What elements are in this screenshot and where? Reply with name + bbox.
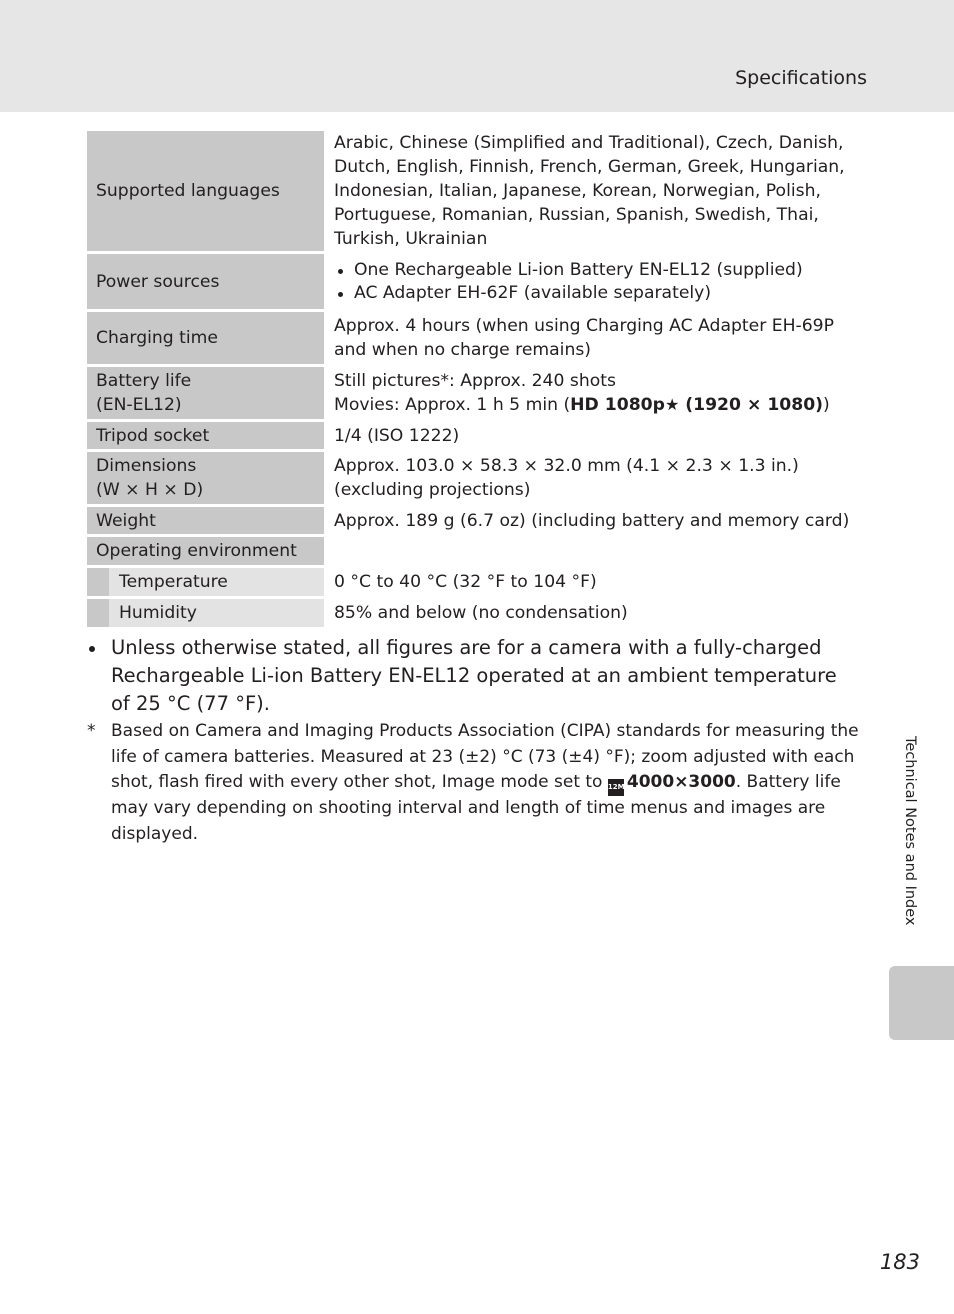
- spec-label: Tripod socket: [87, 422, 324, 449]
- spec-label: Weight: [87, 507, 324, 534]
- label-line: Dimensions: [96, 456, 197, 476]
- page-header: [0, 0, 954, 112]
- footnote-part1: Based on Camera and Imaging Products Association (CIPA) standards for measuring the life of camera batteries. Measured at 23 (±2) °C (73 (±4) °F); zoom adjusted with each shot, flash fired with every other shot, Image mode set to: [111, 721, 859, 792]
- footnote-text: [111, 719, 867, 847]
- spec-label: [87, 367, 324, 419]
- section-tab: [889, 966, 954, 1040]
- footnote-part2: . Battery life may vary depending on shooting interval and length of time menus and images are displayed.: [111, 772, 841, 844]
- spec-value: [324, 254, 868, 309]
- spec-label: Operating environment: [87, 537, 324, 565]
- spec-row-battery: [87, 367, 868, 419]
- label-line: (EN-EL12): [96, 395, 182, 415]
- section-side-label: Technical Notes and Index: [902, 736, 918, 926]
- spec-row-humidity: [87, 599, 868, 627]
- spec-value: Approx. 103.0 × 58.3 × 32.0 mm (4.1 × 2.3 × 1.3 in.) (excluding projections): [334, 456, 799, 500]
- battery-movies: [334, 393, 868, 417]
- spec-row-environment: [87, 537, 868, 565]
- label-line: Battery life: [96, 371, 192, 391]
- bullet-icon: [89, 646, 95, 652]
- spec-sublabel: Temperature: [109, 568, 324, 596]
- spec-value: 85% and below (no condensation): [334, 603, 628, 623]
- movies-resolution: (1920 × 1080): [679, 395, 824, 415]
- battery-still: Still pictures*: Approx. 240 shots: [334, 371, 616, 391]
- label-line: (W × H × D): [96, 480, 204, 500]
- spec-value: Arabic, Chinese (Simplified and Traditional), Czech, Danish, Dutch, English, Finnish, French, German, Greek, Hungarian, Indonesian, Italian, Japanese, Korean, Norwegian, Polish, Portuguese, Romanian, Russian, Spanish, Swedish, Thai, Turkish, Ukrainian: [334, 133, 845, 249]
- note-text: Unless otherwise stated, all figures are for a camera with a fully-charged Rechargeable Li-ion Battery EN-EL12 operated at an ambient temperature of 25 °C (77 °F).: [111, 636, 837, 715]
- spec-value: [324, 537, 868, 565]
- note-general: [87, 634, 857, 718]
- image-mode-icon: 12M: [608, 779, 624, 796]
- movies-suffix: ): [823, 395, 830, 415]
- note-footnote: [87, 719, 867, 847]
- spec-label: Supported languages: [87, 131, 324, 251]
- header-title: Specifications: [735, 67, 867, 89]
- indent-bar: [87, 599, 109, 627]
- spec-value: [324, 367, 868, 419]
- indent-bar: [87, 568, 109, 596]
- footnote-mark: *: [87, 721, 96, 741]
- spec-row-tripod: [87, 422, 868, 449]
- page-number: 183: [879, 1250, 920, 1274]
- spec-value: Approx. 4 hours (when using Charging AC Adapter EH-69P and when no charge remains): [334, 316, 834, 360]
- list-item: One Rechargeable Li-ion Battery EN-EL12 (supplied): [334, 259, 868, 282]
- star-icon: ★: [664, 395, 680, 414]
- spec-value: 1/4 (ISO 1222): [334, 425, 460, 446]
- list-item: AC Adapter EH-62F (available separately): [334, 282, 868, 305]
- spec-sublabel: Humidity: [109, 599, 324, 627]
- spec-row-languages: [87, 131, 868, 251]
- spec-row-charging: [87, 312, 868, 364]
- spec-label: Power sources: [87, 254, 324, 309]
- movies-mode: HD 1080p: [570, 395, 665, 415]
- spec-label: Charging time: [87, 312, 324, 364]
- spec-row-power: [87, 254, 868, 309]
- specifications-table: [87, 128, 868, 630]
- movies-prefix: Movies: Approx. 1 h 5 min (: [334, 395, 571, 415]
- spec-row-dimensions: [87, 452, 868, 504]
- spec-row-weight: [87, 507, 868, 534]
- spec-value: 0 °C to 40 °C (32 °F to 104 °F): [334, 572, 597, 592]
- spec-label: [87, 452, 324, 504]
- spec-value: Approx. 189 g (6.7 oz) (including battery and memory card): [334, 510, 850, 531]
- footnote-mode: 4000×3000: [626, 772, 736, 792]
- spec-row-temperature: [87, 568, 868, 596]
